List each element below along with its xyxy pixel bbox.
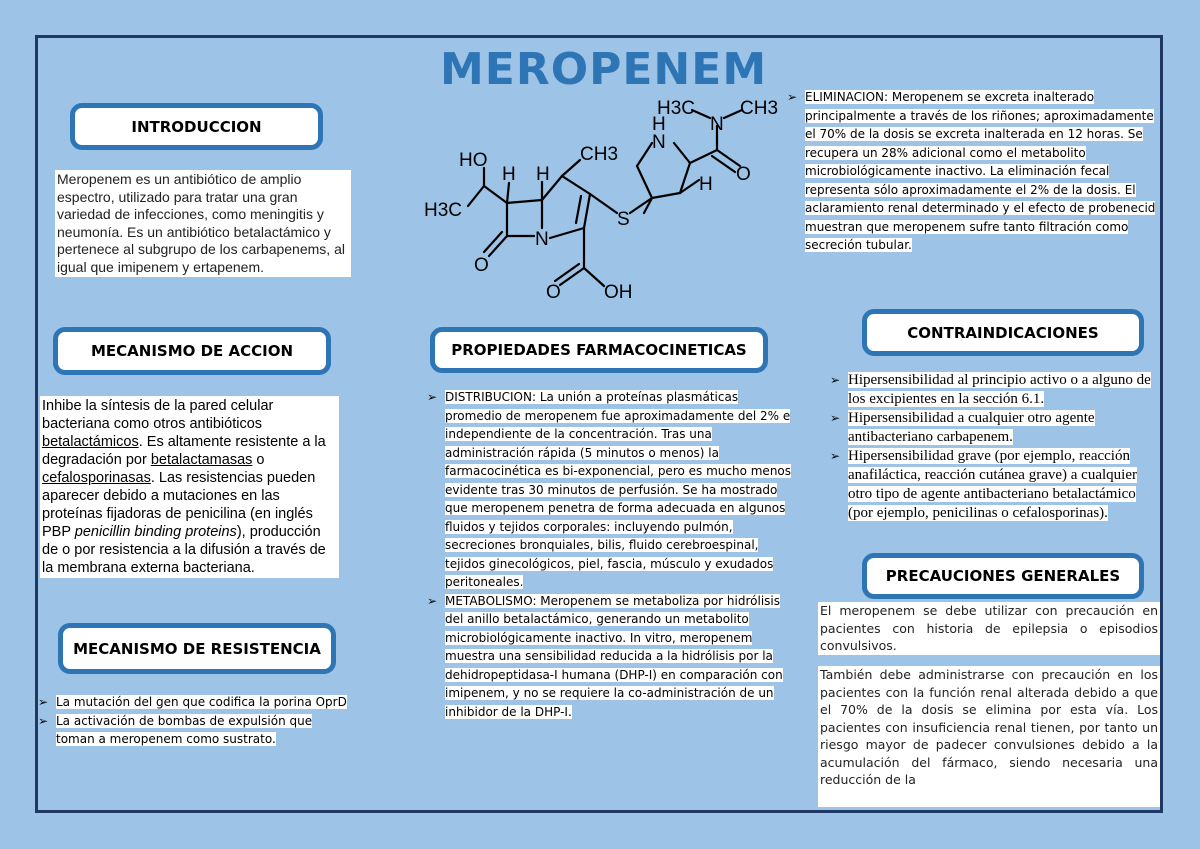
contraindicacion-item <box>828 409 1158 447</box>
metabolismo-label: METABOLISMO: <box>445 593 537 608</box>
label-h: H <box>502 164 516 185</box>
label-ch3: CH3 <box>580 144 619 165</box>
resistencia-item-text: La activación de bombas de expulsión que toman a meropenem como sustrato. <box>56 713 313 746</box>
bond <box>584 194 590 228</box>
arrow-bullet-icon: ➢ <box>427 390 438 404</box>
header-contraindicaciones: CONTRAINDICACIONES <box>862 309 1144 356</box>
label-ho: HO <box>459 150 488 171</box>
label-h3c: H3C <box>657 98 696 119</box>
precauciones-p2: También debe administrarse con precaución en los pacientes con la función renal alterada debido a que el 70% de la dosis se elimina por esta vía. Los pacientes con insuficiencia renal tienen, por tanto un riesgo mayor de padecer convulsiones debido a la acumulación del fármaco, siendo necesaria una reducción de la <box>818 666 1160 807</box>
bond <box>712 156 735 172</box>
bond <box>555 264 579 281</box>
accion-pbp-italic: penicillin binding proteins <box>74 524 237 540</box>
bond <box>562 176 590 194</box>
distribucion-body: La unión a proteínas plasmáticas promedio de meropenem fue aproximadamente del 2% e independiente de la concentración. Tras una administración rápida (5 minutos o menos) la farmacocinética es bi-exponencial, pero es mucho menos evidente tras 30 minutos de perfusión. Se ha mostrado que meropenem penetra de forma adecuada en algunos fluidos y tejidos corporales: incluyendo pulmón, secreciones bronquiales, bilis, fluido cerebroespinal, tejidos ginecológicos, piel, fascia, músculo y exudados peritoneales. <box>445 390 792 589</box>
resistencia-item <box>36 712 354 749</box>
label-oh: OH <box>604 282 633 303</box>
eliminacion-item <box>785 88 1157 255</box>
label-ch3: CH3 <box>740 98 779 119</box>
page-title: MEROPENEM <box>440 44 768 95</box>
bond <box>584 268 604 286</box>
label-h: H <box>536 164 550 185</box>
bond <box>507 200 542 203</box>
structure-svg <box>412 88 787 318</box>
bond <box>674 143 690 163</box>
eliminacion-label: ELIMINACION: <box>805 90 889 104</box>
label-n: N <box>710 114 724 135</box>
distribucion-item <box>425 388 797 592</box>
distribucion-text <box>445 390 791 589</box>
header-precauciones: PRECAUCIONES GENERALES <box>862 553 1144 599</box>
accion-term-betalactamasas: betalactamasas <box>150 452 253 468</box>
bond <box>637 166 652 198</box>
accion-part-3: o <box>252 452 265 468</box>
accion-part-2: . Es altamente resistente a la degradación por <box>42 434 326 468</box>
bond <box>468 186 484 206</box>
header-mecanismo-resistencia: MECANISMO DE RESISTENCIA <box>58 623 336 674</box>
label-s: S <box>617 209 630 230</box>
metabolismo-body: Meropenem se metaboliza por hidrólisis del anillo betalactámico, generando un metabolito microbiológicamente inactivo. In vitro, meropenem muestra una sensibilidad reducida a la hidrólisis por la dehidropeptidasa-I humana (DHP-I) en comparación con imipenem, y no se requiere la co-administración de un inhibidor de la DHP-I. <box>445 593 783 719</box>
accion-part-4: . Las resistencias pueden aparecer debido a mutaciones en las proteínas fijadoras de penicilina (en inglés PBP <box>42 470 316 540</box>
label-h: H <box>699 174 713 195</box>
bond <box>590 194 617 213</box>
arrow-bullet-icon: ➢ <box>830 373 841 387</box>
precauciones-p1: El meropenem se debe utilizar con precaución en pacientes con historia de epilepsia o episodios convulsivos. <box>820 603 1158 653</box>
bond <box>484 232 502 252</box>
bond <box>652 193 680 198</box>
metabolismo-text <box>445 594 783 719</box>
resistencia-item <box>36 693 354 712</box>
bond <box>560 268 584 285</box>
contraindicacion-item <box>828 447 1158 523</box>
eliminacion-text <box>805 90 1155 252</box>
bond <box>489 236 507 256</box>
accion-term-cefalosporinasas: cefalosporinasas <box>42 470 151 486</box>
arrow-bullet-icon: ➢ <box>830 411 841 425</box>
label-o: O <box>736 164 751 185</box>
accion-term-betalactamicos: betalactámicos <box>42 434 139 450</box>
bond <box>637 143 652 166</box>
arrow-bullet-icon: ➢ <box>830 449 841 463</box>
contraindicacion-item <box>828 371 1158 409</box>
label-n: N <box>652 132 666 153</box>
header-introduccion: INTRODUCCION <box>70 103 323 150</box>
arrow-bullet-icon: ➢ <box>38 713 49 728</box>
distribucion-label: DISTRIBUCION: <box>445 390 537 404</box>
bond <box>484 186 507 203</box>
introduccion-text: Meropenem es un antibiótico de amplio espectro, utilizado para tratar una gran variedad de infecciones, como meningitis y neumonía. Es un antibiótico betalactámico y pertenece al subgrupo de los carbapenems, al igual que imipenem y ertapenem. <box>55 170 351 277</box>
label-o: O <box>474 255 489 276</box>
contraindicaciones-list <box>828 371 1158 523</box>
contraindicacion-text: Hipersensibilidad grave (por ejemplo, reacción anafiláctica, reacción cutánea grave) a cualquier otro tipo de agente antibacteriano betalactámico (por ejemplo, penicilinas o cefalosporinas). <box>848 448 1137 521</box>
bond <box>576 196 581 223</box>
label-h3c: H3C <box>424 200 463 221</box>
header-propiedades: PROPIEDADES FARMACOCINETICAS <box>430 327 768 373</box>
arrow-bullet-icon: ➢ <box>787 90 798 104</box>
accion-part-5: ), producción de o por resistencia a la difusión a través de la membrana externa bacteriana. <box>42 524 326 576</box>
label-n: N <box>535 229 549 250</box>
metabolismo-item <box>425 592 797 722</box>
propiedades-list <box>425 388 797 721</box>
bond <box>507 183 509 203</box>
label-h: H <box>652 114 666 135</box>
arrow-bullet-icon: ➢ <box>427 593 438 608</box>
eliminacion-body: Meropenem se excreta inalterado principalmente a través de los riñones; aproximadamente el 70% de la dosis se excreta inalterada en 12 horas. Se recupera un 28% adicional como el metabolito microbiológicamente inactivo. La eliminación fecal representa sólo aproximadamente el 2% de la dosis. El aclaramiento renal determinado y el efecto de probenecid muestran que meropenem sufre tanto filtración como secreción tubular. <box>805 90 1156 252</box>
header-mecanismo-accion: MECANISMO DE ACCION <box>53 327 331 375</box>
eliminacion-list <box>785 88 1157 255</box>
label-o: O <box>546 282 561 303</box>
contraindicacion-text: Hipersensibilidad a cualquier otro agente antibacteriano carbapenem. <box>848 410 1095 445</box>
arrow-bullet-icon: ➢ <box>38 695 49 709</box>
accion-part-1: Inhibe la síntesis de la pared celular bacteriana como otros antibióticos <box>42 398 274 432</box>
resistencia-item-text: La mutación del gen que codifica la porina OprD <box>56 695 347 709</box>
bond <box>550 228 584 238</box>
meropenem-structure <box>412 88 787 318</box>
mecanismo-accion-text <box>40 396 339 578</box>
contraindicacion-text: Hipersensibilidad al principio activo o a alguno de los excipientes en la sección 6.1. <box>848 372 1151 407</box>
bond <box>562 160 580 176</box>
resistencia-list <box>36 693 354 749</box>
